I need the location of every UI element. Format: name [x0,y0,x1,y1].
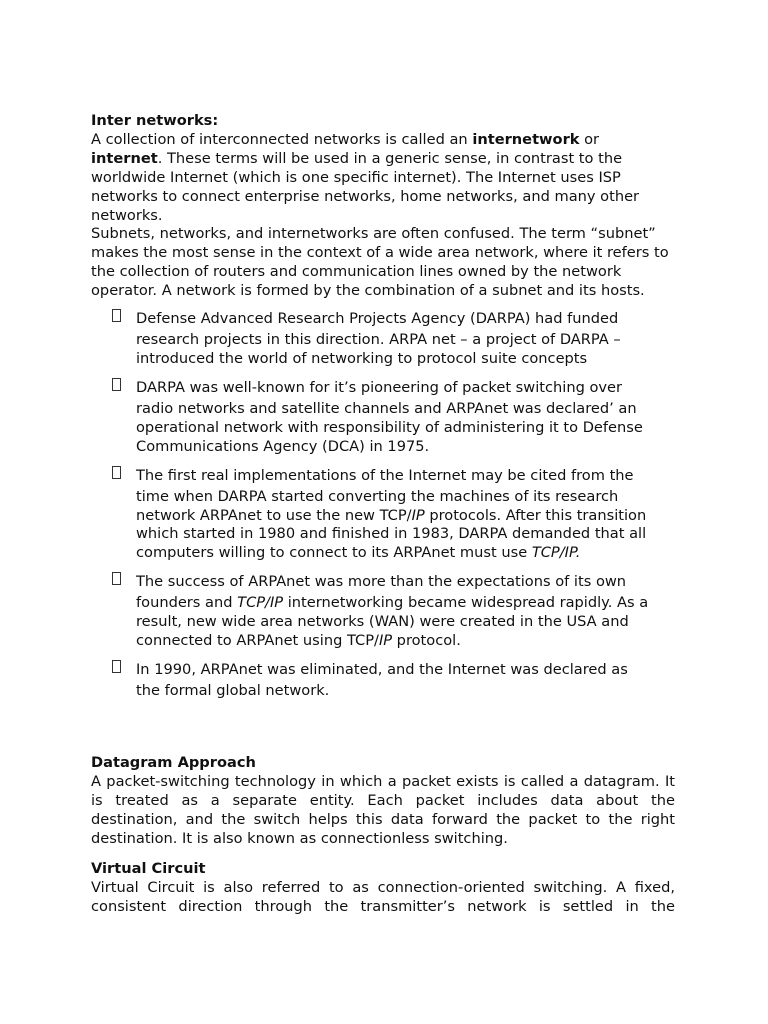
paragraph-line: Virtual Circuit is also referred to as connection-oriented switching. A fixed, [91,878,675,896]
paragraph: Subnets, networks, and internetworks are often confused. The term “subnet” makes the most sense in the context of a wide area network, where it refers to the collection of routers and communication lines owned by the network operator. A network is formed by the combination of a subnet and its hosts. [91,225,669,300]
list-item-text [136,594,675,651]
list-item [91,307,675,369]
bullet-icon [112,309,121,322]
list-item-line: The success of ARPAnet was more than the expectations of its own [136,573,627,591]
text-run: or [579,130,600,148]
italic-ip: IP [411,506,425,524]
list-item-line: In 1990, ARPAnet was eliminated, and the Internet was declared as [136,660,628,678]
text-run: internetworking became widespread rapidly. As a result, new wide area networks (WAN) were created in the USA and connected to ARPAnet using TCP/ [136,594,649,650]
text-run: founders and [136,594,238,612]
text-run: . These terms will be used in a generic sense, in contrast to the worldwide Internet (which is one specific internet). The Internet uses ISP networks to connect enterprise networks, home networks, and many other networks. [91,149,640,224]
bullet-icon [112,466,121,479]
italic-tcpip: TCP/IP [237,594,284,612]
section-virtual-circuit [91,860,675,917]
term-internetwork: internetwork [472,130,580,148]
paragraph [91,131,675,226]
list-item-line: DARPA was well-known for it’s pioneering of packet switching over [136,378,623,396]
list-item-text: radio networks and satellite channels and ARPAnet was declared’ an operational network with responsibility of administering it to Defense Communications Agency (DCA) in 1975. [136,399,643,455]
list-item-line: The first real implementations of the Internet may be cited from the [136,466,634,484]
italic-tcpip: TCP/IP. [531,544,581,562]
bullet-icon [112,378,121,391]
paragraph-line: consistent direction through the transmitter’s network is settled in the [91,897,675,915]
list-item-text [136,488,675,564]
list-item-text: research projects in this direction. ARPA net – a project of DARPA – introduced the world of networking to protocol suite concepts [136,331,621,367]
bullet-icon [112,572,121,585]
italic-ip: IP [378,632,393,650]
list-item [91,376,675,457]
text-run: A collection of interconnected networks is called an [91,130,473,148]
list-item [91,658,675,701]
list-item [91,570,675,651]
section-heading: Datagram Approach [91,754,256,771]
bullet-list [91,307,675,701]
text-run: protocols. After this transition which started in 1980 and finished in 1983, DARPA demanded that all computers willing to connect to its ARPAnet must use [136,506,647,562]
text-run: time when DARPA started converting the machines of its research network ARPAnet to use the new TCP/ [136,487,619,524]
list-item-text: the formal global network. [136,681,330,699]
paragraph: A packet-switching technology in which a packet exists is called a datagram. It is treated as a separate entity. Each packet includes data about the destination, and the switch helps this data forward the packet to the right destination. It is also known as connectionless switching. [91,772,675,847]
section-inter-networks [91,112,675,708]
text-run: protocol. [392,632,461,650]
section-heading: Virtual Circuit [91,860,206,877]
list-item [91,464,675,564]
list-item-line: Defense Advanced Research Projects Agency (DARPA) had funded [136,310,619,328]
section-datagram [91,754,675,849]
term-internet: internet [91,149,158,167]
bullet-icon [112,660,121,673]
section-heading: Inter networks: [91,112,219,129]
